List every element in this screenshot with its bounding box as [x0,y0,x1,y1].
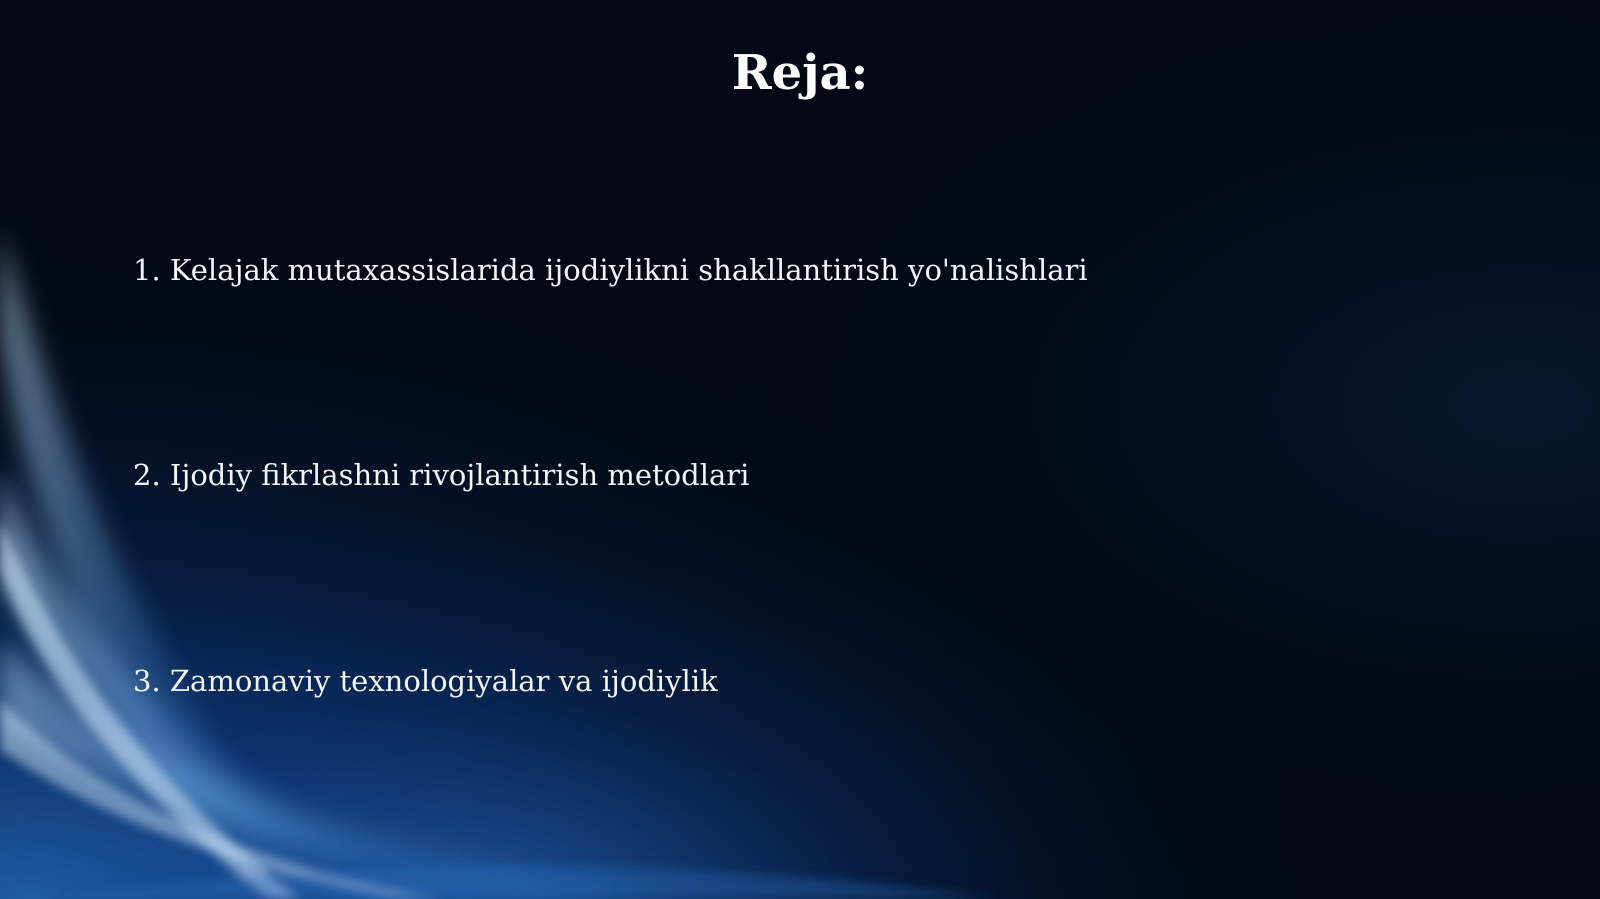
plan-item-1: 1. Kelajak mutaxassislarida ijodiylikni shakllantirish yo'nalishlari [133,253,1088,287]
plan-item-2: 2. Ijodiy fikrlashni rivojlantirish metodlari [133,458,750,492]
slide-title: Reja: [731,45,869,101]
plan-item-3: 3. Zamonaviy texnologiyalar va ijodiylik [133,664,718,698]
